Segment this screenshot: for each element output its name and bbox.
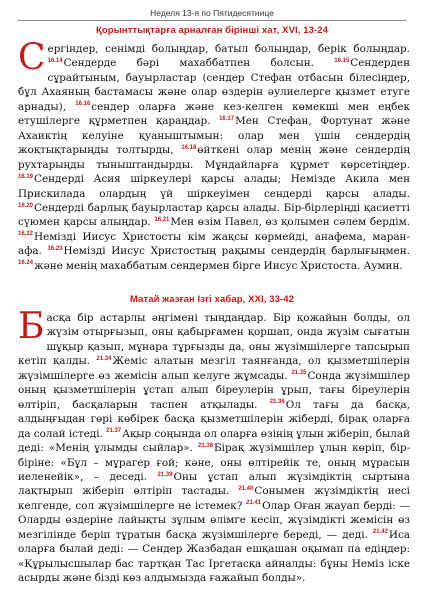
verse-number: 21.38 <box>198 442 214 449</box>
verse-text: Жеміс алатын мезгіл таянғанда, ол қызметшілерін жүзімшілерге өз жемісін алып келуге жұмсады. <box>18 355 410 382</box>
gospel-title: Матай жазған Ізгі хабар, XXI, 33-42 <box>129 294 295 305</box>
epistle-title: Қорынттықтарға арналған бірінші хат, XVI, 13-24 <box>95 25 329 36</box>
verse-text: сендер оларға және кез-келген көмекші мен еңбек етушілерге құрметпен қараңдар. <box>18 100 410 128</box>
epistle-reading <box>18 37 410 273</box>
verse-number: 16.19 <box>18 173 34 180</box>
gospel-reading <box>18 306 411 586</box>
verse-number: 21.36 <box>269 399 285 406</box>
gospel-body <box>18 306 411 585</box>
verse-text: Сендерде бәрі махаббатпен болсын. <box>63 57 335 70</box>
verse-text: Сонда жүзімшілер оның қызметшілерін ұстап алып біреулерін ұрып, тағы біреулерін өлтіріп, басқаларын таспен атқылады. <box>18 369 411 411</box>
verse-number: 16.24 <box>18 260 34 267</box>
verse-text: Иса оларға былай деді: — Сендер Жазбадан ешқашан оқымап па едіңдер: «Құрылысшылар бас тартқан Тас Іргетасқа айналды: бұны Неміз іске асырды және бізді көз алдымызда ғажайып болды». <box>18 528 410 585</box>
verse-text: асқа бір астарлы әңгімені тыңдаңдар. Бір қожайын болды, ол жүзім отырғызып, оны қабырғамен қоршап, онда жүзім сығатын шұқыр қазып, мұнара тұрғызды да, оны жүзімшілерге тапсырып кетіп қалды. <box>18 312 410 368</box>
verse-number: 16.15 <box>334 57 350 64</box>
verse-text: Немізді Иисус Христосты кім жақсы көрмейді, анафема, маран-афа. <box>18 230 410 258</box>
verse-number: 16.16 <box>75 101 91 108</box>
epistle-body <box>18 37 410 272</box>
verse-number: 16.21 <box>154 216 170 223</box>
epistle-dropcap: С <box>18 37 46 78</box>
verse-number: 21.42 <box>372 529 388 536</box>
verse-text: Олар Оған жауап берді: — Оларды өздеріне лайықты зұлым өлімге кесіп, жүзімдікті жемісін өз мезгілінде беріп тұратын басқа жүзімшілерге береді, — деді. <box>18 499 410 541</box>
verse-number: 21.39 <box>157 471 173 478</box>
verse-number: 16.23 <box>47 245 63 252</box>
verse-text: Ақыр соңында ол оларға өзінің ұлын жіберіп, былай деді: «Менің ұлымды сыйлар». <box>18 427 410 455</box>
verse-text: Сендерді Асия шіркеулері қарсы алады; Немізде Акила мен Прискилада олардың үй шіркеуімен сендерді қарсы алады. <box>18 173 410 200</box>
verse-text: және менің махаббатым сендермен бірге Иисус Христоста. Аумин. <box>34 259 403 272</box>
verse-text: Сендерді барлық бауырластар қарсы алады. Бір-бірлеріңді қасиетті сүюмен қарсы алыңдар. <box>18 201 410 229</box>
verse-text: Оны ұстап алып жүзімдіктің сыртына лақтырып жіберіп өлтіріп тастады. <box>18 470 410 498</box>
verse-number: 16.22 <box>18 231 34 238</box>
verse-number: 16.18 <box>181 144 197 151</box>
verse-number: 16.20 <box>18 202 34 209</box>
verse-number: 16.17 <box>219 115 235 122</box>
verse-text: ергіндер, сенімді болыңдар, батыл болыңдар, берік болыңдар. <box>47 43 410 55</box>
verse-number: 21.41 <box>246 500 262 507</box>
verse-number: 21.37 <box>106 428 122 435</box>
verse-text: Немізді Иисус Христостың рақымы сендердің барлығыңмен. <box>63 245 410 258</box>
verse-text: Сендерден сұрайтыным, бауырластар (сендер Стефан отбасын білесіңдер, бұл Ахаяның бастамасы және олар өздерін әулиелерге қызмет етуге арнады), <box>18 57 410 113</box>
verse-number: 16.14 <box>47 57 63 64</box>
verse-text: Бірақ жүзімшілер ұлын көріп, бір-біріне: «Бұл – мұрагер ғой; кәне, оны өлтірейік те, оның мұрасын иеленейік», – деседі. <box>18 442 410 483</box>
header-divider <box>18 20 406 21</box>
verse-number: 21.35 <box>291 370 307 377</box>
page-header: Неделя 13-я по Пятидесятнице <box>150 8 274 18</box>
verse-number: 21.34 <box>96 355 112 362</box>
verse-text: Мен Стефан, Фортунат және Ахаиктің келуіне қуаныштымын: олар мен үшін сендердің жоқтықтарыңды толтырды, <box>18 115 410 157</box>
verse-number: 21.40 <box>238 485 254 492</box>
verse-text: Мен өзім Павел, өз қолымен сәлем бердім. <box>170 216 410 229</box>
verse-text: өйткені олар менің және сендердің рухтарыңды тыныштандырды. Мұндайларға құрмет көрсетіңдер. <box>18 144 410 171</box>
verse-text: Сонымен жүзімдіктің иесі келгенде, сол жүзімшілерге не істемек? <box>18 485 410 512</box>
verse-text: Ол тағы да басқа, алдыңғыдан гөрі көбірек басқа қызметшілерін жіберді, бірақ оларға да солай істеді. <box>18 398 410 440</box>
gospel-dropcap: Б <box>18 306 45 347</box>
